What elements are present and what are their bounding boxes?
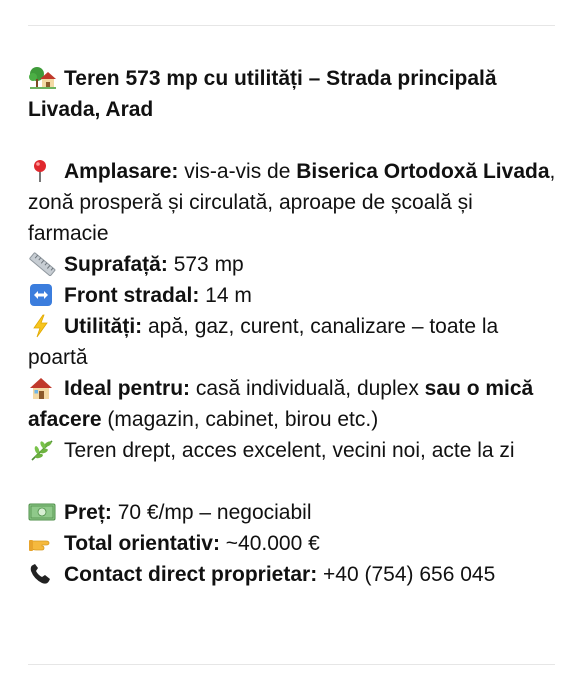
listing-title bbox=[28, 63, 558, 125]
contact-line bbox=[28, 559, 558, 590]
surface-value: 573 mp bbox=[167, 253, 244, 276]
total-line bbox=[28, 528, 558, 559]
utilities-label: Utilități: bbox=[64, 315, 143, 338]
blank-line bbox=[28, 466, 558, 497]
surface-line bbox=[28, 249, 558, 280]
house-icon bbox=[28, 376, 58, 398]
blank-line bbox=[28, 125, 558, 156]
utilities-line bbox=[28, 311, 558, 373]
total-value: ~40.000 € bbox=[219, 532, 320, 555]
listing-post bbox=[28, 63, 558, 590]
pointing-hand-icon bbox=[28, 531, 58, 553]
frontage-value: 14 m bbox=[199, 284, 252, 307]
ideal-bold: sau o mică afacere bbox=[28, 377, 534, 431]
round-pushpin-icon bbox=[28, 159, 58, 181]
left-right-arrow-icon bbox=[28, 283, 58, 305]
location-bold: Biserica Ortodoxă Livada bbox=[296, 160, 550, 183]
contact-phone[interactable]: +40 (754) 656 045 bbox=[317, 563, 496, 586]
ideal-label: Ideal pentru: bbox=[64, 377, 191, 400]
house-with-garden-icon bbox=[28, 66, 58, 88]
ideal-line bbox=[28, 373, 558, 435]
high-voltage-icon bbox=[28, 314, 58, 336]
utilities-value: apă, gaz, curent, canalizare – toate la poartă bbox=[28, 315, 499, 369]
features-text: Teren drept, acces excelent, vecini noi, acte la zi bbox=[64, 439, 515, 462]
price-label: Preț: bbox=[64, 501, 112, 524]
location-label: Amplasare: bbox=[64, 160, 179, 183]
top-divider bbox=[28, 25, 555, 26]
price-line bbox=[28, 497, 558, 528]
ideal-text-1: casă individuală, duplex bbox=[190, 377, 425, 400]
frontage-label: Front stradal: bbox=[64, 284, 200, 307]
herb-icon bbox=[28, 438, 58, 460]
contact-label: Contact direct proprietar: bbox=[64, 563, 318, 586]
features-line bbox=[28, 435, 558, 466]
ruler-icon bbox=[28, 252, 58, 274]
location-text-1: vis-a-vis de bbox=[178, 160, 297, 183]
title-text: Teren 573 mp cu utilități – Strada principală Livada, Arad bbox=[28, 67, 497, 121]
location-line bbox=[28, 156, 558, 249]
frontage-line bbox=[28, 280, 558, 311]
total-label: Total orientativ: bbox=[64, 532, 220, 555]
surface-label: Suprafață: bbox=[64, 253, 168, 276]
price-value: 70 €/mp – negociabil bbox=[111, 501, 312, 524]
location-text-2: , zonă prosperă și circulată, aproape de școală și farmacie bbox=[28, 160, 556, 245]
ideal-text-2: (magazin, cabinet, birou etc.) bbox=[101, 408, 379, 431]
money-bill-icon bbox=[28, 500, 58, 522]
telephone-receiver-icon bbox=[28, 562, 58, 584]
bottom-divider bbox=[28, 664, 555, 665]
